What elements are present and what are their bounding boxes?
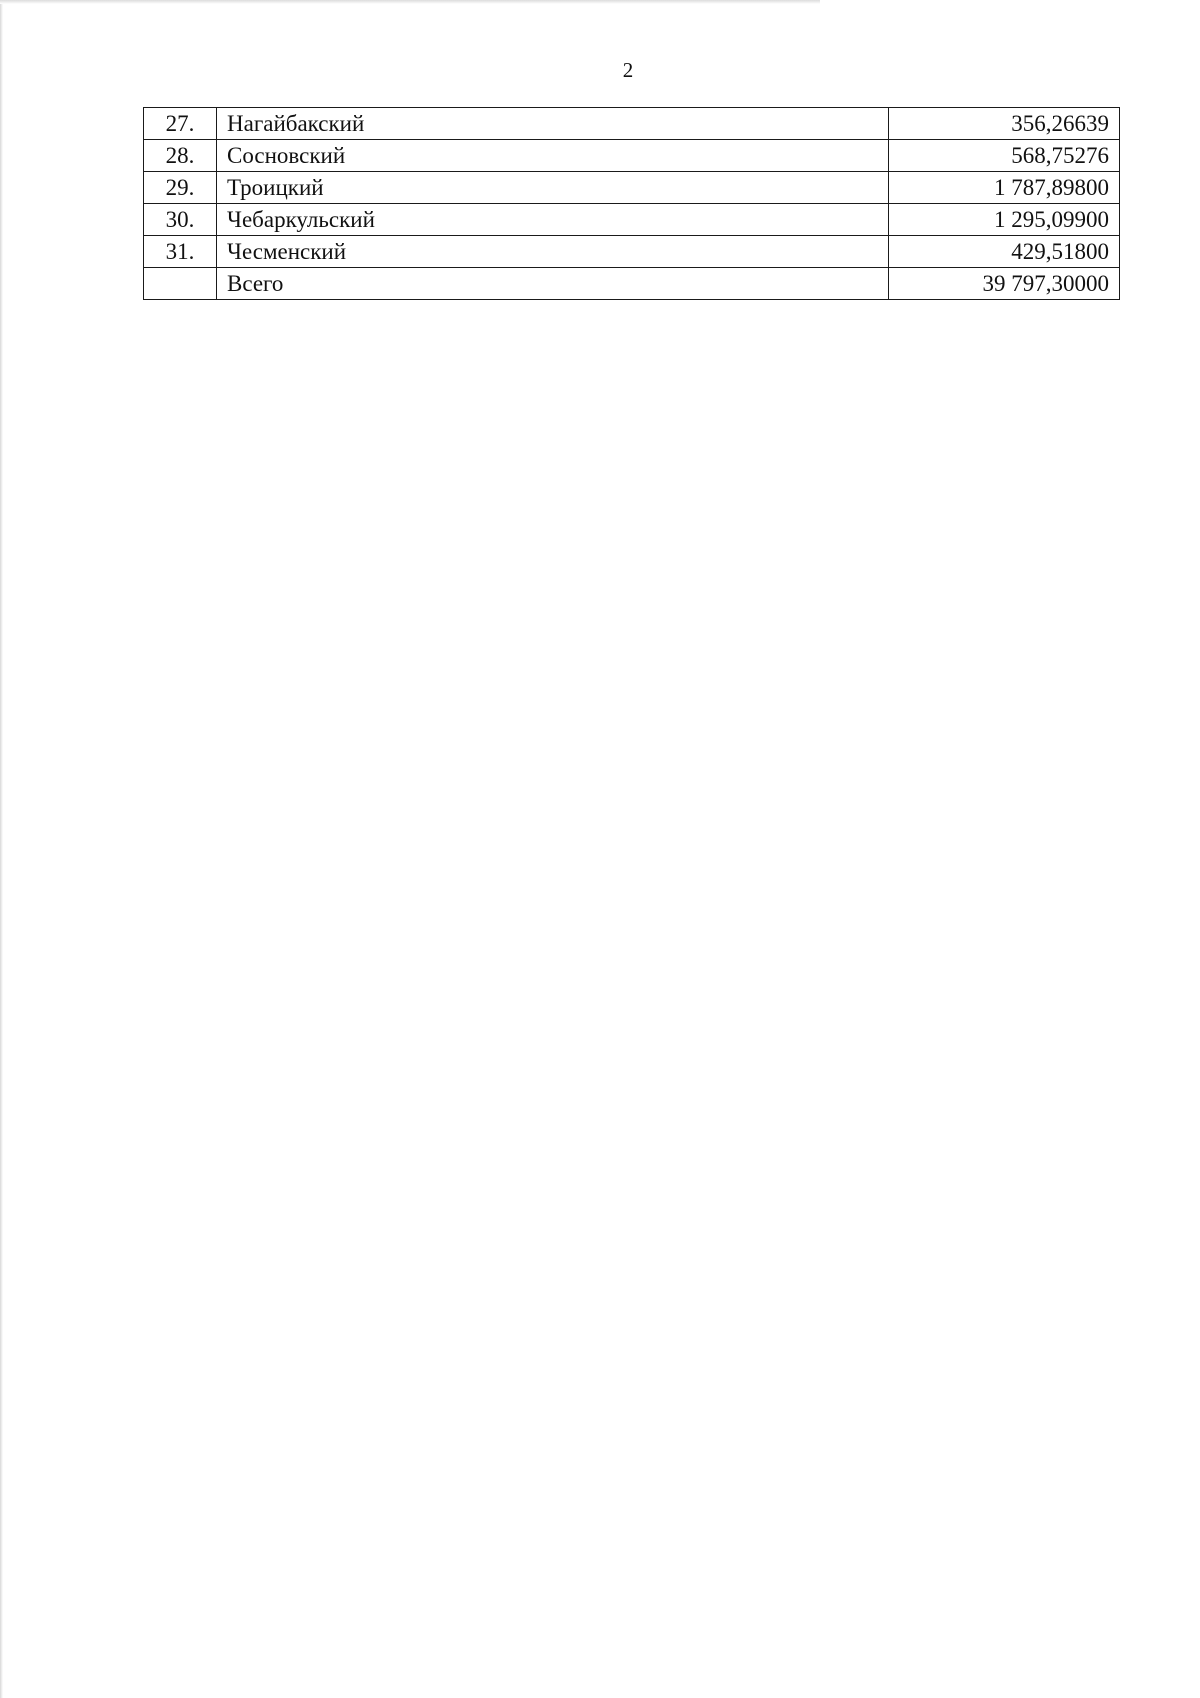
amount-value: 356,26639 xyxy=(889,108,1120,140)
table-row xyxy=(144,204,1120,236)
district-name: Нагайбакский xyxy=(217,108,889,140)
row-number: 31. xyxy=(144,236,217,268)
total-value: 39 797,30000 xyxy=(889,268,1120,300)
amount-value: 1 787,89800 xyxy=(889,172,1120,204)
amount-value: 568,75276 xyxy=(889,140,1120,172)
district-name: Чесменский xyxy=(217,236,889,268)
district-name: Чебаркульский xyxy=(217,204,889,236)
page-number: 2 xyxy=(622,58,634,82)
table-row xyxy=(144,140,1120,172)
total-number xyxy=(144,268,217,300)
scan-edge-shadow xyxy=(0,0,3,1698)
total-label: Всего xyxy=(217,268,889,300)
district-name: Сосновский xyxy=(217,140,889,172)
row-number: 28. xyxy=(144,140,217,172)
district-name: Троицкий xyxy=(217,172,889,204)
district-table xyxy=(143,107,1120,300)
table-row xyxy=(144,108,1120,140)
total-row xyxy=(144,268,1120,300)
table-row xyxy=(144,172,1120,204)
amount-value: 1 295,09900 xyxy=(889,204,1120,236)
row-number: 27. xyxy=(144,108,217,140)
scan-top-shadow xyxy=(0,0,820,4)
table-row xyxy=(144,236,1120,268)
amount-value: 429,51800 xyxy=(889,236,1120,268)
row-number: 30. xyxy=(144,204,217,236)
row-number: 29. xyxy=(144,172,217,204)
